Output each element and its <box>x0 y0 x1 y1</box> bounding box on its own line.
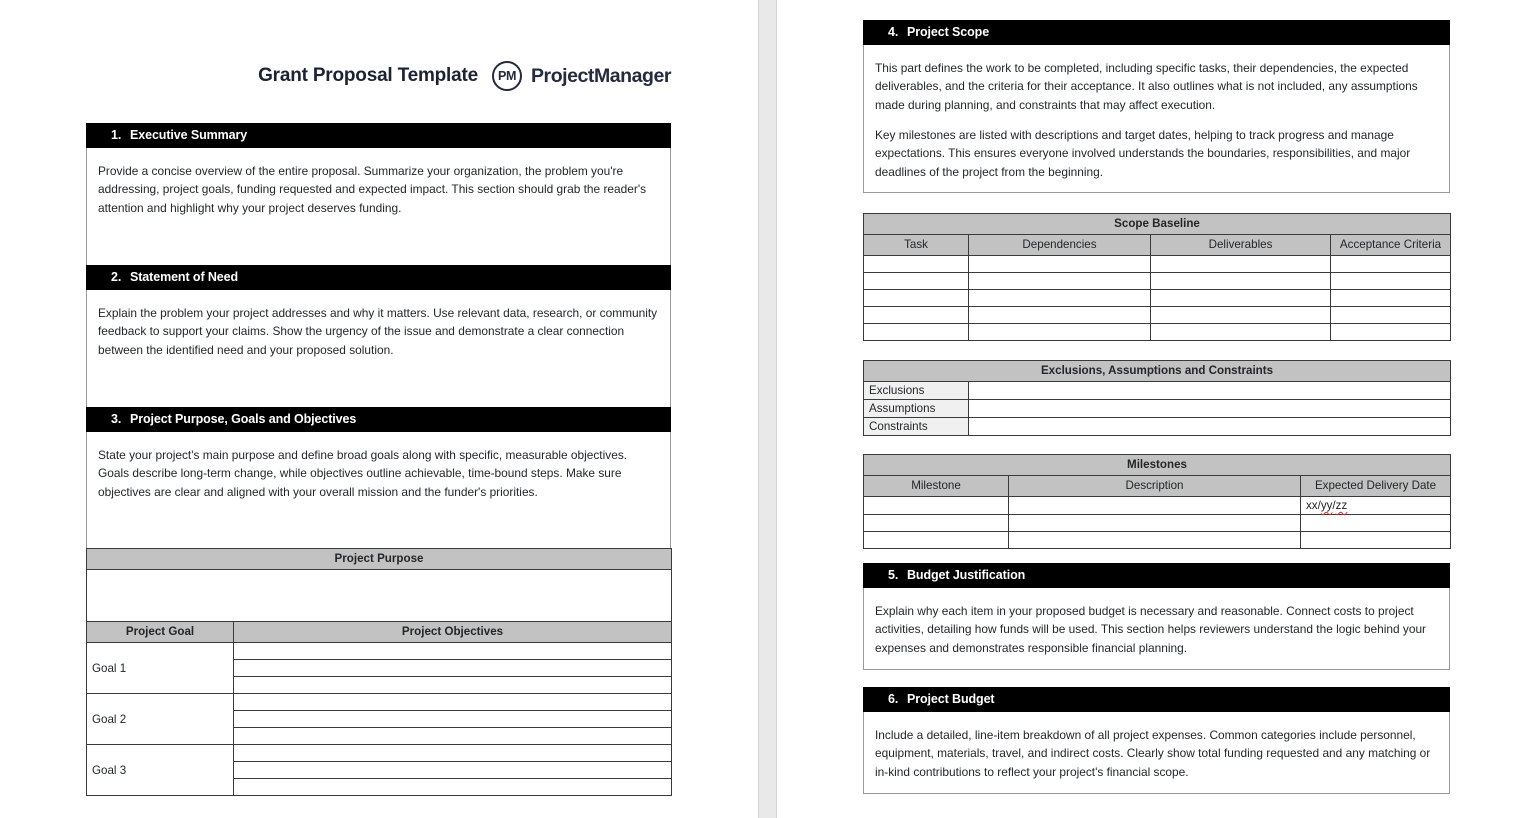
section-paragraph: Include a detailed, line-item breakdown of all project expenses. Common categories include personnel, equipment, materials, travel, and indirect costs. Clearly show total funding requested and any matching or in-kind contributions to reflect your project's financial scope. <box>875 728 1431 779</box>
objective-cell[interactable] <box>234 677 672 694</box>
table-row <box>864 290 1451 307</box>
cell-acceptance-criteria[interactable] <box>1331 273 1451 290</box>
section-number: 4. <box>888 25 899 39</box>
cell-expected-delivery-date[interactable] <box>1301 515 1451 532</box>
column-header-expected-delivery-date: Expected Delivery Date <box>1301 476 1451 497</box>
cell-description[interactable] <box>1009 497 1301 515</box>
cell-dependencies[interactable] <box>969 324 1151 341</box>
cell-task[interactable] <box>864 307 969 324</box>
table-header-row <box>864 476 1451 497</box>
section-body[interactable] <box>863 712 1450 794</box>
cell-task[interactable] <box>864 273 969 290</box>
table-row <box>864 515 1451 532</box>
table-caption: Scope Baseline <box>864 214 1451 235</box>
section-paragraph: This part defines the work to be completed, including specific tasks, their dependencies, the expected deliverables, and the criteria for their acceptance. It also outlines what is not included, any assumptions made during planning, and constraints that may affect execution. <box>875 61 1418 112</box>
section-paragraph: Key milestones are listed with descriptions and target dates, helping to track progress and manage expectations. This ensures everyone involved understands the boundaries, responsibilities, and major deadlines of the project from the beginning. <box>875 127 1411 179</box>
cell-description[interactable] <box>1009 515 1301 532</box>
table-row <box>864 382 1451 400</box>
table-row <box>87 694 672 711</box>
cell-dependencies[interactable] <box>969 256 1151 273</box>
objective-cell[interactable] <box>234 694 672 711</box>
section-body[interactable] <box>86 290 671 413</box>
objective-cell[interactable] <box>234 745 672 762</box>
section-project-scope <box>863 20 1450 193</box>
cell-milestone[interactable] <box>864 515 1009 532</box>
table-header-row <box>864 235 1451 256</box>
document-header <box>86 55 671 97</box>
section-paragraph: Provide a concise overview of the entire proposal. Summarize your organization, the problem you're addressing, project goals, funding requested and expected impact. This section should grab the reader's attention and highlight why your project deserves funding. <box>98 164 647 215</box>
date-placeholder-text: xx/yy/zz <box>1306 499 1348 512</box>
cell-dependencies[interactable] <box>969 290 1151 307</box>
section-title: Project Scope <box>907 25 990 39</box>
cell-deliverables[interactable] <box>1151 256 1331 273</box>
section-statement-of-need <box>86 265 671 413</box>
page-left <box>0 0 758 818</box>
table-row <box>864 497 1451 515</box>
objective-cell[interactable] <box>234 643 672 660</box>
page-title: Grant Proposal Template <box>258 65 478 86</box>
pm-logo-icon: PM <box>492 61 522 91</box>
cell-task[interactable] <box>864 324 969 341</box>
table-caption-row <box>864 361 1451 382</box>
cell-task[interactable] <box>864 256 969 273</box>
table-row <box>87 643 672 660</box>
column-header-task: Task <box>864 235 969 256</box>
table-row <box>87 745 672 762</box>
section-paragraph: State your project's main purpose and define broad goals along with specific, measurable objectives. Goals describe long-term change, while objectives outline achievable, time-bound steps. Make sure objectives are clear and aligned with your overall mission and the funder's priorities. <box>98 448 628 499</box>
objective-cell[interactable] <box>234 660 672 677</box>
cell-acceptance-criteria[interactable] <box>1331 290 1451 307</box>
table-caption: Exclusions, Assumptions and Constraints <box>864 361 1451 382</box>
section-number: 2. <box>111 270 122 284</box>
section-budget-justification <box>863 563 1450 670</box>
goal-label-cell[interactable]: Goal 3 <box>87 745 234 796</box>
cell-milestone[interactable] <box>864 497 1009 515</box>
column-header-dependencies: Dependencies <box>969 235 1151 256</box>
section-header <box>86 123 671 148</box>
column-header-deliverables: Deliverables <box>1151 235 1331 256</box>
table-milestones <box>863 454 1451 549</box>
cell-exclusions-value[interactable] <box>969 382 1451 400</box>
section-number: 5. <box>888 568 899 582</box>
cell-constraints-value[interactable] <box>969 418 1451 436</box>
section-paragraph: Explain the problem your project addresses and why it matters. Use relevant data, research, or community feedback to support your claims. Show the urgency of the issue and demonstrate a clear connection between the identified need and your proposed solution. <box>98 306 658 357</box>
cell-dependencies[interactable] <box>969 273 1151 290</box>
section-body[interactable] <box>86 148 671 271</box>
objective-cell[interactable] <box>234 779 672 796</box>
cell-acceptance-criteria[interactable] <box>1331 256 1451 273</box>
table-row <box>864 256 1451 273</box>
section-number: 6. <box>888 692 899 706</box>
section-header <box>86 265 671 290</box>
table-header-row <box>87 622 672 643</box>
brand-name: ProjectManager <box>531 64 671 87</box>
table-project-purpose <box>86 548 672 796</box>
table-row <box>87 570 672 622</box>
goal-label-cell[interactable]: Goal 1 <box>87 643 234 694</box>
table-row <box>864 307 1451 324</box>
cell-acceptance-criteria[interactable] <box>1331 324 1451 341</box>
cell-deliverables[interactable] <box>1151 290 1331 307</box>
cell-deliverables[interactable] <box>1151 307 1331 324</box>
column-header-project-objectives: Project Objectives <box>234 622 672 643</box>
table-scope-baseline <box>863 213 1451 341</box>
cell-deliverables[interactable] <box>1151 324 1331 341</box>
projectmanager-logo <box>492 61 671 91</box>
section-project-budget <box>863 687 1450 794</box>
section-title: Project Purpose, Goals and Objectives <box>130 412 357 426</box>
table-row <box>864 273 1451 290</box>
table-row <box>864 400 1451 418</box>
section-title: Project Budget <box>907 692 995 706</box>
table-exclusions-assumptions-constraints <box>863 360 1451 436</box>
objective-cell[interactable] <box>234 711 672 728</box>
section-body[interactable] <box>863 588 1450 670</box>
table-row <box>864 532 1451 549</box>
cell-description[interactable] <box>1009 532 1301 549</box>
section-header <box>86 407 671 432</box>
column-header-description: Description <box>1009 476 1301 497</box>
cell-expected-delivery-date[interactable] <box>1301 497 1451 515</box>
row-label-constraints: Constraints <box>864 418 969 436</box>
section-number: 1. <box>111 128 122 142</box>
objective-cell[interactable] <box>234 762 672 779</box>
project-purpose-value-cell[interactable] <box>87 570 672 622</box>
table-row <box>864 418 1451 436</box>
cell-milestone[interactable] <box>864 532 1009 549</box>
row-label-exclusions: Exclusions <box>864 382 969 400</box>
cell-acceptance-criteria[interactable] <box>1331 307 1451 324</box>
table-caption: Milestones <box>864 455 1451 476</box>
cell-assumptions-value[interactable] <box>969 400 1451 418</box>
page-right <box>777 0 1536 818</box>
section-title: Statement of Need <box>130 270 239 284</box>
section-body[interactable] <box>863 45 1450 193</box>
section-title: Budget Justification <box>907 568 1026 582</box>
goal-label-cell[interactable]: Goal 2 <box>87 694 234 745</box>
table-caption: Project Purpose <box>87 549 672 570</box>
section-title: Executive Summary <box>130 128 248 142</box>
table-caption-row <box>87 549 672 570</box>
table-row <box>864 324 1451 341</box>
objective-cell[interactable] <box>234 728 672 745</box>
cell-expected-delivery-date[interactable] <box>1301 532 1451 549</box>
section-project-purpose-goals <box>86 407 671 554</box>
section-header <box>863 20 1450 45</box>
row-label-assumptions: Assumptions <box>864 400 969 418</box>
table-caption-row <box>864 214 1451 235</box>
cell-task[interactable] <box>864 290 969 307</box>
section-paragraph: Explain why each item in your proposed budget is necessary and reasonable. Connect costs to project activities, detailing how funds will be used. This section helps reviewers understand the logic behind your expenses and demonstrates responsible financial planning. <box>875 604 1427 655</box>
section-header <box>863 563 1450 588</box>
cell-dependencies[interactable] <box>969 307 1151 324</box>
column-header-milestone: Milestone <box>864 476 1009 497</box>
cell-deliverables[interactable] <box>1151 273 1331 290</box>
section-executive-summary <box>86 123 671 271</box>
column-header-project-goal: Project Goal <box>87 622 234 643</box>
page-gutter <box>758 0 777 818</box>
table-caption-row <box>864 455 1451 476</box>
section-body[interactable] <box>86 432 671 554</box>
section-header <box>863 687 1450 712</box>
column-header-acceptance-criteria: Acceptance Criteria <box>1331 235 1451 256</box>
section-number: 3. <box>111 412 122 426</box>
